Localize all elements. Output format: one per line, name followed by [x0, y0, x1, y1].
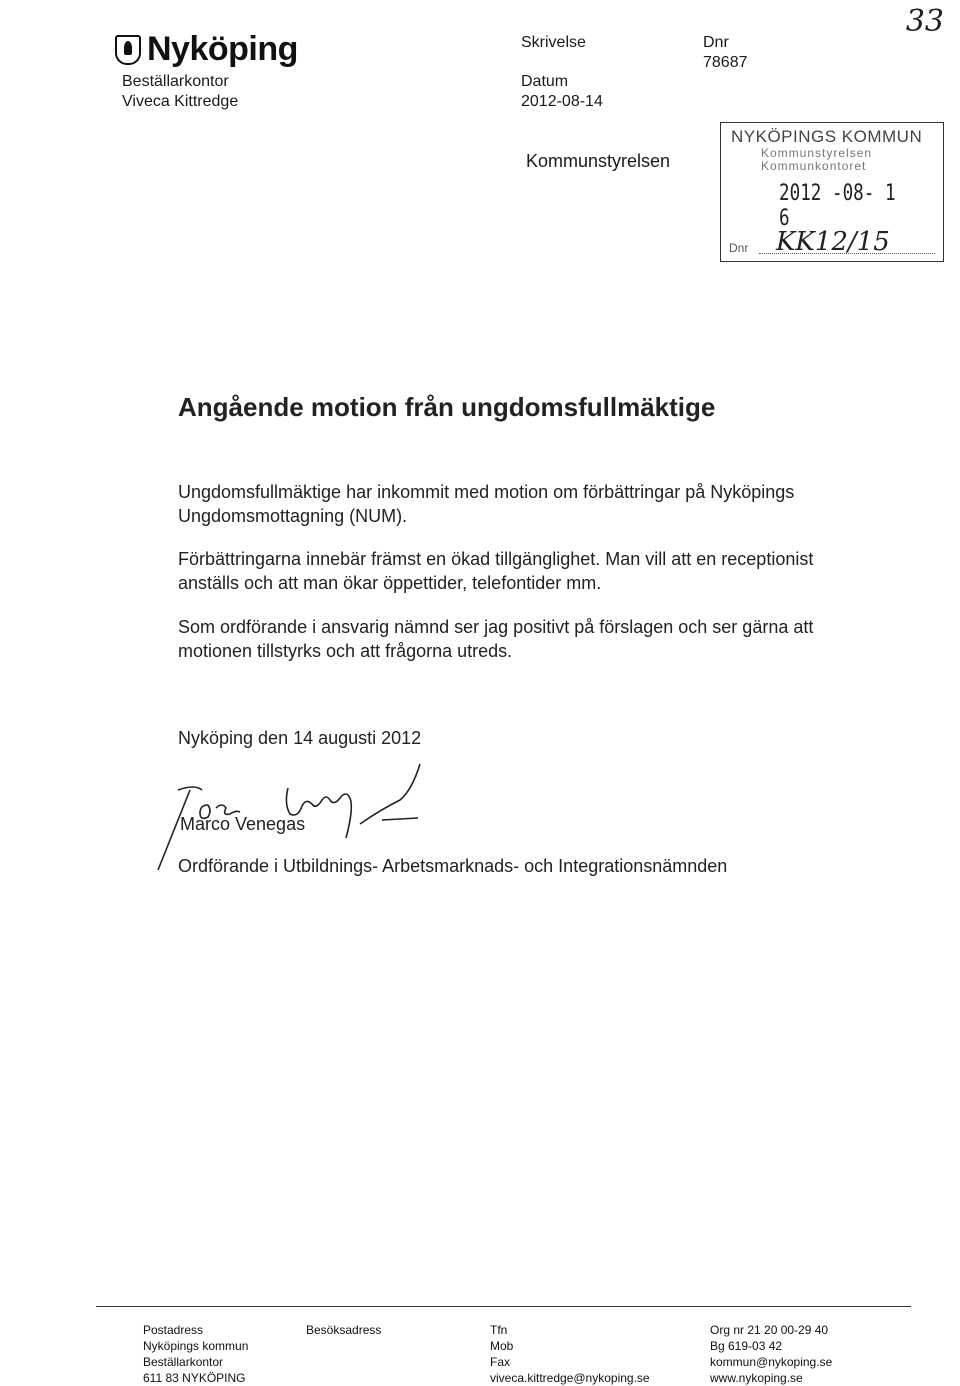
- footer-divider: [96, 1306, 911, 1307]
- document-title: Angående motion från ungdomsfullmäktige: [178, 392, 716, 422]
- footer-besoksadress: [306, 1322, 381, 1338]
- dnr-label: Dnr: [703, 34, 729, 51]
- footer-postadress: [143, 1322, 248, 1386]
- footer-contact: [490, 1322, 650, 1386]
- paragraph-2: Förbättringarna innebär främst en ökad tillgänglighet. Man vill att en receptionist anställs och att man ökar öppettider, telefontider mm.: [178, 549, 814, 593]
- department: Beställarkontor: [122, 73, 229, 90]
- footer-org: [710, 1322, 832, 1386]
- dnr-value: 78687: [703, 54, 748, 71]
- recipient: Kommunstyrelsen: [526, 151, 671, 171]
- page-number: 33: [905, 4, 944, 39]
- signer-role: Ordförande i Utbildnings- Arbetsmarknads- och Integrationsnämnden: [178, 856, 728, 876]
- signer-name: Marco Venegas: [180, 814, 306, 834]
- org-name: Nyköping: [147, 30, 298, 68]
- org-number: Org nr 21 20 00-29 40: [710, 1323, 829, 1337]
- author: Viveca Kittredge: [122, 93, 239, 110]
- org-email: kommun@nykoping.se: [710, 1355, 833, 1369]
- contact-email: viveca.kittredge@nykoping.se: [490, 1371, 650, 1385]
- stamp-line2: Kommunkontoret: [761, 159, 867, 173]
- stamp-date: 2012 -08- 1 6: [779, 181, 896, 231]
- contact-line: Mob: [490, 1339, 514, 1353]
- stamp-dnr-handwritten: KK12/15: [776, 227, 890, 257]
- contact-line: Fax: [490, 1355, 511, 1369]
- paragraph-1: Ungdomsfullmäktige har inkommit med motion om förbättringar på Nyköpings Ungdomsmottagning (NUM).: [178, 482, 795, 526]
- org-website: www.nykoping.se: [710, 1371, 803, 1385]
- org-logo: [115, 30, 298, 69]
- paragraph-3: Som ordförande i ansvarig nämnd ser jag positivt på förslagen och ser gärna att motionen tillstyrks och att frågorna utreds.: [178, 617, 814, 661]
- stamp-title: NYKÖPINGS KOMMUN: [731, 127, 923, 146]
- postadress-line: 611 83 NYKÖPING: [143, 1371, 246, 1385]
- postadress-line: Nyköpings kommun: [143, 1339, 249, 1353]
- contact-line: Tfn: [490, 1323, 508, 1337]
- postadress-line: Beställarkontor: [143, 1355, 224, 1369]
- stamp-line1: Kommunstyrelsen: [761, 146, 873, 160]
- bankgiro: Bg 619-03 42: [710, 1339, 783, 1353]
- place-date: Nyköping den 14 augusti 2012: [178, 728, 422, 748]
- date-value: 2012-08-14: [521, 93, 603, 110]
- stamp-dotted-line: [759, 253, 935, 254]
- coat-of-arms-icon: [115, 35, 141, 65]
- besoksadress-label: Besöksadress: [306, 1323, 382, 1337]
- received-stamp: [720, 122, 944, 262]
- postadress-label: Postadress: [143, 1323, 204, 1337]
- stamp-dnr-label: Dnr: [729, 241, 749, 255]
- doc-type: Skrivelse: [521, 34, 586, 51]
- date-label: Datum: [521, 73, 569, 90]
